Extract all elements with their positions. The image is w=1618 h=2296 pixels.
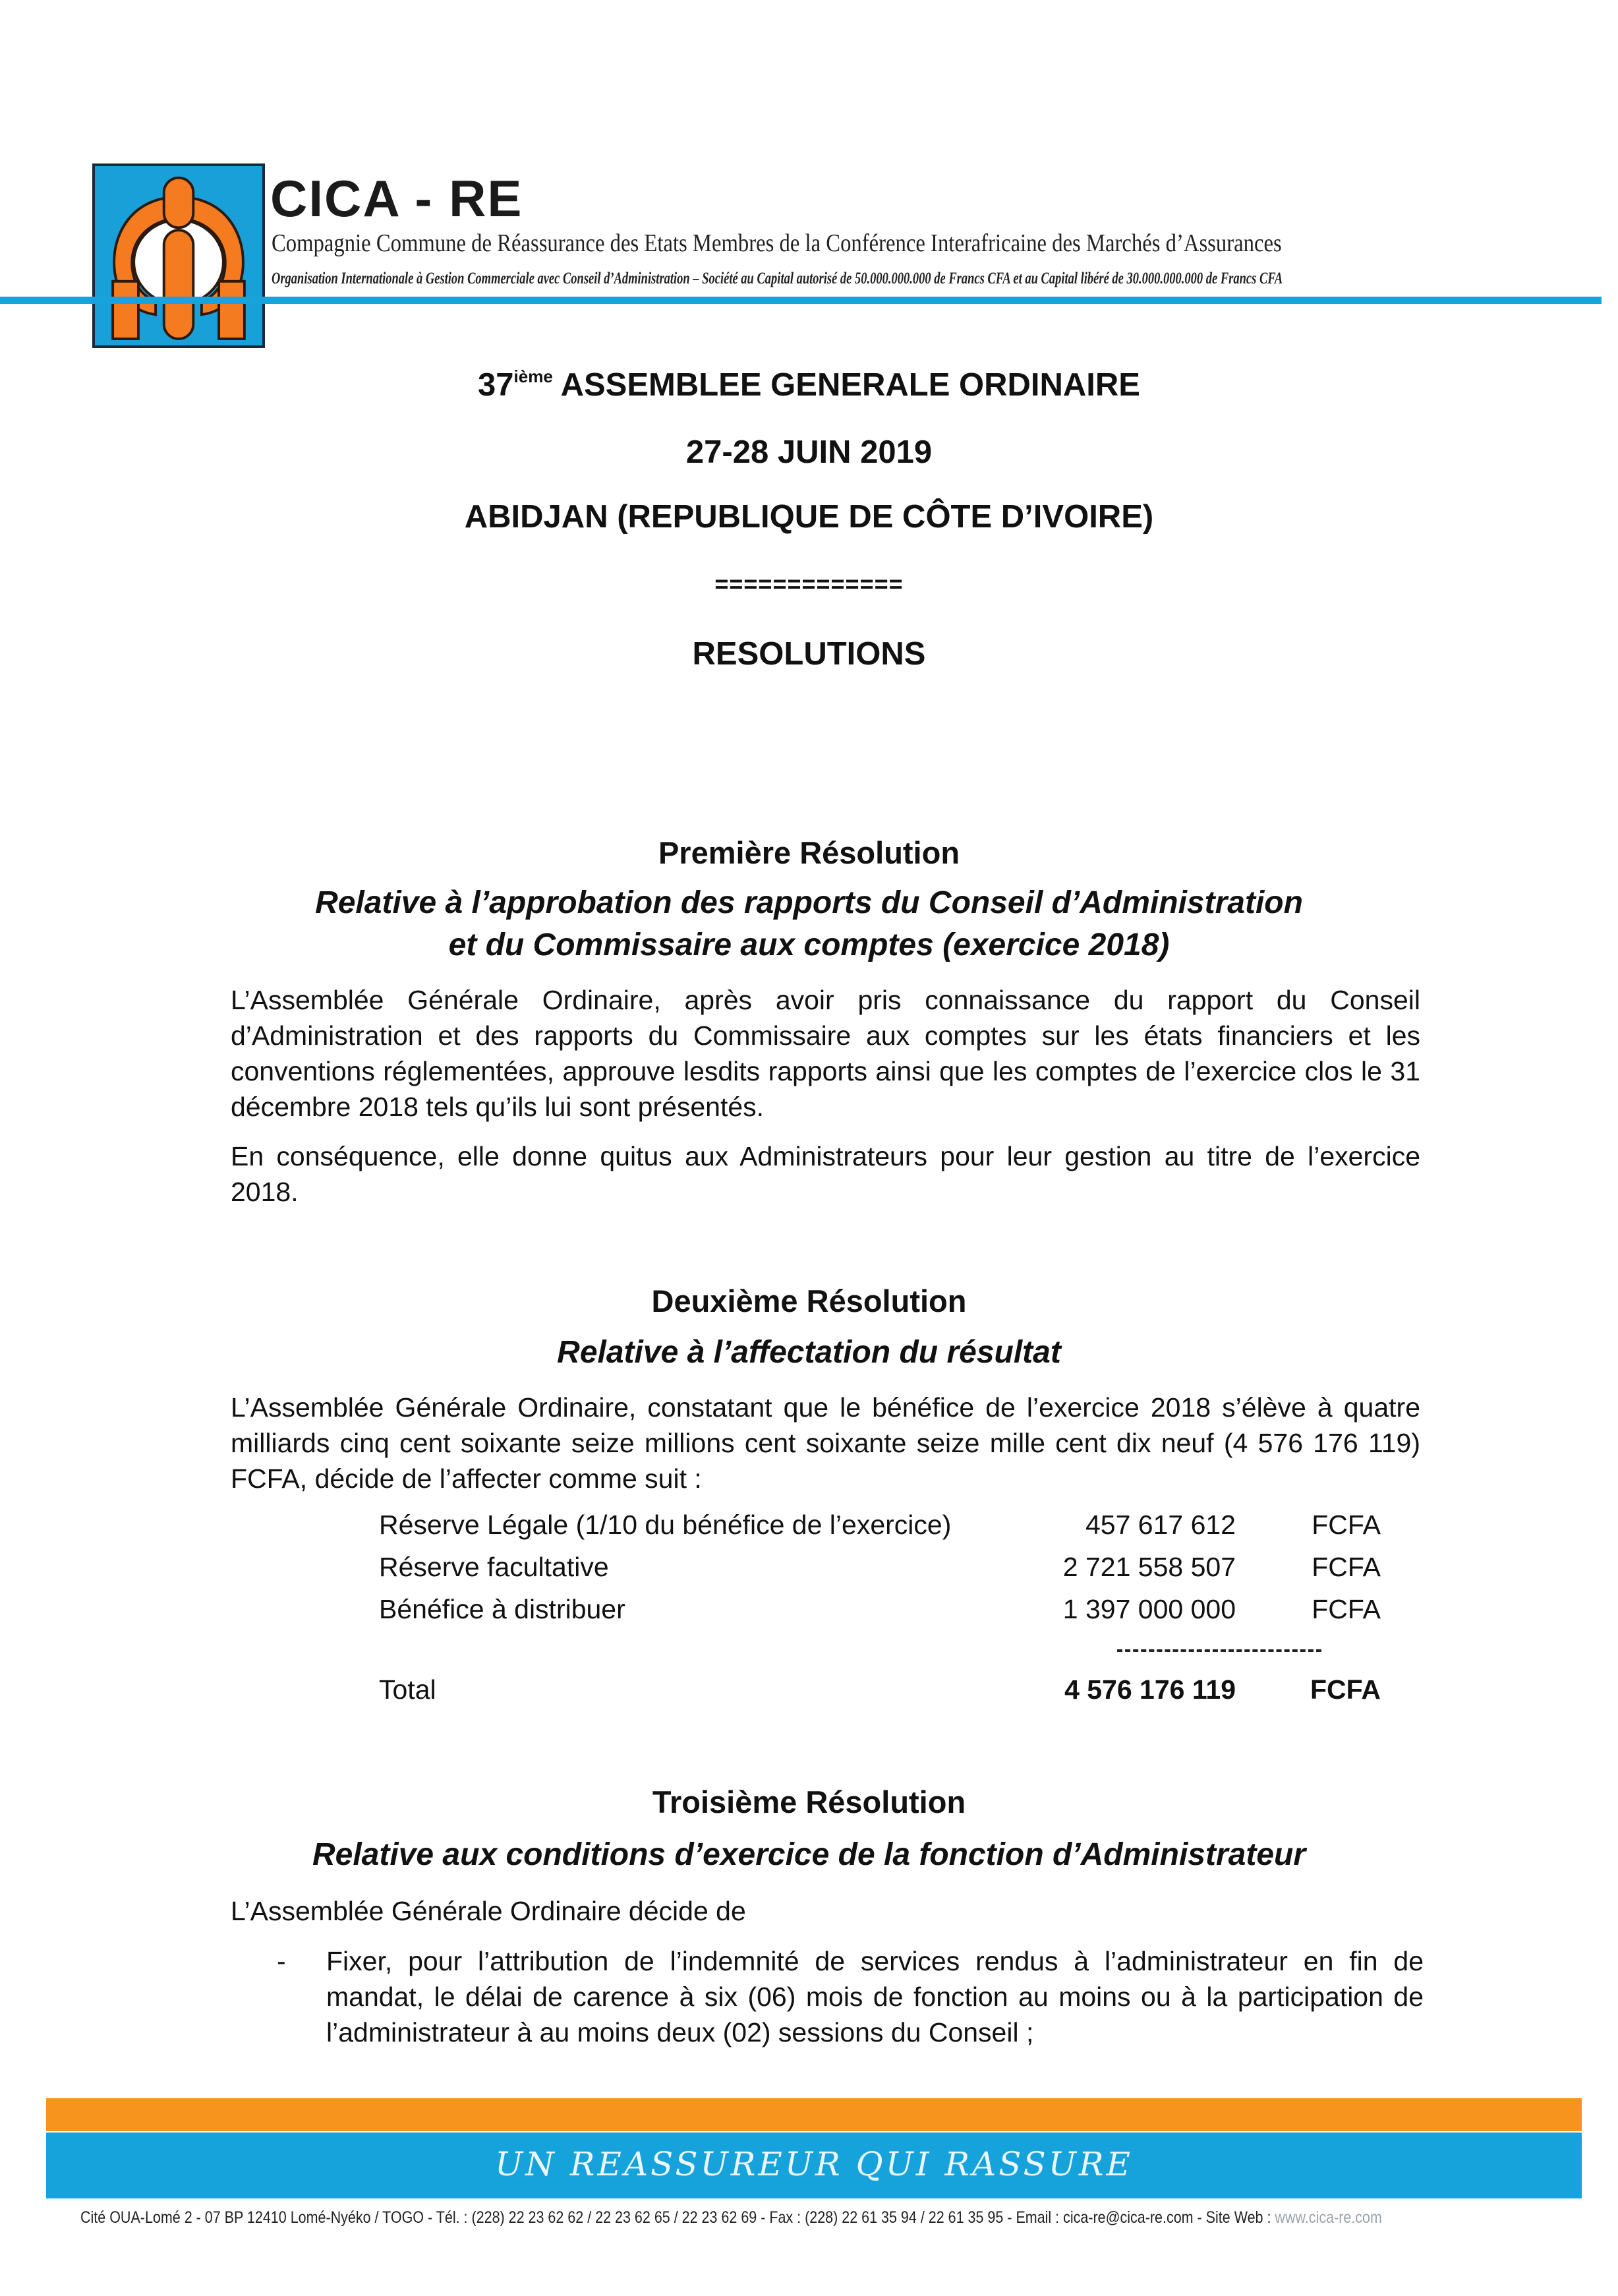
bullet-dash-icon: - <box>277 1946 286 1976</box>
allocation-amount: 457 617 612 <box>1085 1510 1236 1540</box>
allocation-amount: 2 721 558 507 <box>1062 1552 1236 1582</box>
resolution-1-subtitle-line: et du Commissaire aux comptes (exercice 2018) <box>448 927 1170 962</box>
resolution-1-subtitle <box>0 882 1618 966</box>
allocation-label: Réserve facultative <box>379 1552 609 1582</box>
meeting-date: 27-28 JUIN 2019 <box>685 434 933 470</box>
meeting-place: ABIDJAN (REPUBLIQUE DE CÔTE D’IVOIRE) <box>464 499 1154 535</box>
resolution-1-paragraph: En conséquence, elle donne quitus aux Administrateurs pour leur gestion au titre de l’exercice 2018. <box>231 1141 1420 1207</box>
resolution-3-title: Troisième Résolution <box>652 1784 966 1819</box>
organisation-line: Organisation Internationale à Gestion Commerciale avec Conseil d’Administration – Société au Capital autorisé de 50.000.000.000 de Francs CFA et au Capital libéré de 30.000.000.000 de Francs CFA <box>272 270 1283 287</box>
assembly-suffix: ième <box>513 367 553 386</box>
allocation-total-row <box>379 1672 1381 1707</box>
title-separator: ============= <box>714 570 904 597</box>
footer-contact-line <box>80 2210 1382 2226</box>
allocation-label: Réserve Légale (1/10 du bénéfice de l’exercice) <box>379 1510 952 1540</box>
footer-address-text: Cité OUA-Lomé 2 - 07 BP 12410 Lomé-Nyéko / TOGO - Tél. : (228) 22 23 62 62 / 22 23 62 65 / 22 23 62 69 - Fax : (228) 22 61 35 94 / 22 61 35 95 - Email : cica-re@cica-re.com - Site Web : <box>80 2208 1275 2227</box>
resolution-2-subtitle: Relative à l’affectation du résultat <box>557 1335 1061 1370</box>
resolution-3-paragraph: L’Assemblée Générale Ordinaire décide de <box>231 1896 746 1926</box>
section-title: RESOLUTIONS <box>692 636 926 672</box>
resolution-3-subtitle: Relative aux conditions d’exercice de la fonction d’Administrateur <box>312 1837 1306 1872</box>
allocation-row <box>379 1549 1381 1585</box>
resolution-1-title: Première Résolution <box>658 835 960 870</box>
resolution-3-bullet-list <box>231 1943 1424 2050</box>
header-divider <box>0 297 1602 304</box>
assembly-number: 37 <box>478 367 514 403</box>
allocation-currency: FCFA <box>1312 1552 1381 1582</box>
bullet-item <box>231 1943 1424 2050</box>
resolution-2-title: Deuxième Résolution <box>651 1283 967 1318</box>
footer-orange-band <box>46 2098 1582 2131</box>
brand-name: CICA - RE <box>270 169 523 227</box>
allocation-row <box>379 1507 1381 1543</box>
allocation-label: Bénéfice à distribuer <box>379 1594 625 1624</box>
allocation-total-label: Total <box>379 1674 436 1705</box>
footer-website: www.cica-re.com <box>1275 2208 1382 2227</box>
bullet-text: Fixer, pour l’attribution de l’indemnité de services rendus à l’administrateur en fin de mandat, le délai de carence à six (06) mois de fonction au moins ou à la participation de l’administrateur à au moins deux (02) sessions du Conseil ; <box>326 1946 1424 2047</box>
assembly-title <box>0 368 1618 401</box>
total-separator-line <box>1117 1649 1321 1652</box>
allocation-amount: 1 397 000 000 <box>1062 1594 1236 1624</box>
allocation-currency: FCFA <box>1312 1510 1381 1540</box>
allocation-row <box>379 1591 1381 1627</box>
footer-slogan: UN REASSUREUR QUI RASSURE <box>494 2145 1134 2183</box>
assembly-title-text: ASSEMBLEE GENERALE ORDINAIRE <box>560 367 1140 403</box>
cica-re-logo-icon <box>92 163 265 348</box>
allocation-currency: FCFA <box>1312 1594 1381 1624</box>
company-full-name: Compagnie Commune de Réassurance des Etats Membres de la Conférence Interafricaine des Marchés d’Assurances <box>272 229 1282 257</box>
allocation-total-amount: 4 576 176 119 <box>1064 1674 1236 1705</box>
resolution-1-subtitle-line: Relative à l’approbation des rapports du Conseil d’Administration <box>315 885 1303 920</box>
resolution-2-paragraph: L’Assemblée Générale Ordinaire, constatant que le bénéfice de l’exercice 2018 s’élève à quatre milliards cinq cent soixante seize millions cent soixante seize mille cent dix neuf (4 576 176 119) FCFA, décide de l’affecter comme suit : <box>231 1392 1420 1494</box>
allocation-total-currency: FCFA <box>1310 1674 1381 1705</box>
resolution-1-paragraph: L’Assemblée Générale Ordinaire, après avoir pris connaissance du rapport du Conseil d’Administration et des rapports du Commissaire aux comptes sur les états financiers et les conventions réglementées, approuve lesdits rapports ainsi que les comptes de l’exercice clos le 31 décembre 2018 tels qu’ils lui sont présentés. <box>231 985 1420 1122</box>
